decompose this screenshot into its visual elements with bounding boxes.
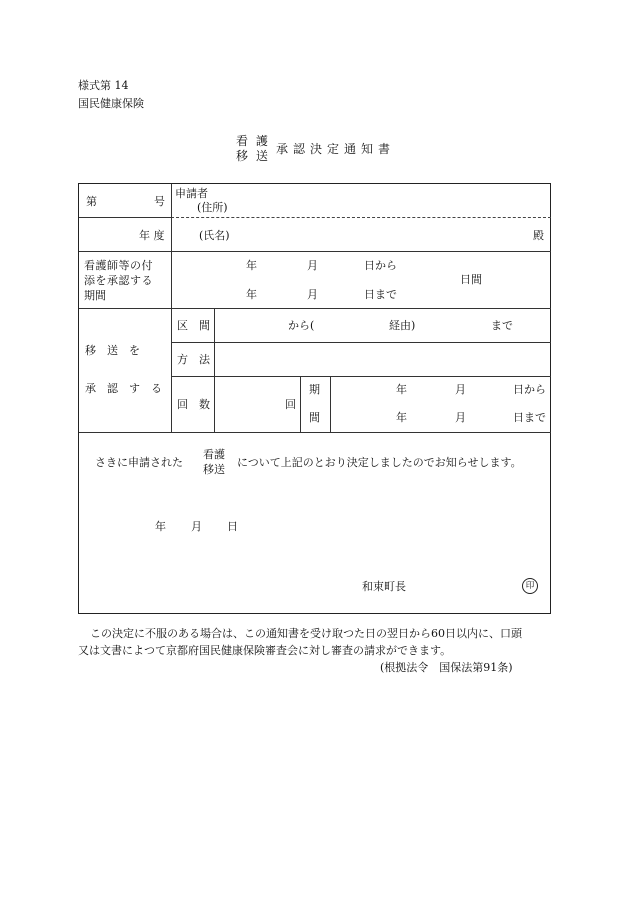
- row-divider: [171, 376, 551, 377]
- row-divider: [79, 432, 551, 433]
- nursing-period-label-2: 添を承認する: [84, 274, 153, 287]
- form-number: 様式第 14: [78, 79, 129, 92]
- end-month: 月: [307, 288, 318, 301]
- notice-text: について上記のとおり決定しましたのでお知らせします。: [237, 456, 522, 469]
- period-label-divider: [330, 376, 331, 432]
- form-category: 国民健康保険: [78, 97, 144, 110]
- end-day: 日まで: [364, 288, 397, 301]
- nursing-period-label-1: 看護師等の付: [84, 259, 153, 272]
- transport-end-year: 年: [396, 411, 407, 424]
- period-label-bottom: 間: [309, 411, 320, 424]
- start-day: 日から: [364, 259, 397, 272]
- appeal-notice-line-1: この決定に不服のある場合は、この通知書を受け取つた日の翌日から60日以内に、口頭: [90, 627, 522, 640]
- count-unit: 回: [285, 398, 296, 411]
- address-label: (住所): [197, 201, 228, 214]
- issue-day: 日: [227, 520, 238, 533]
- transport-end-day: 日まで: [513, 411, 546, 424]
- issue-month: 月: [191, 520, 202, 533]
- row-divider: [79, 217, 171, 218]
- notification-form: [78, 183, 551, 614]
- name-label: (氏名): [199, 229, 230, 242]
- legal-basis: (根拠法令 国保法第91条): [380, 661, 513, 674]
- address-name-divider: [171, 217, 551, 218]
- row-divider: [79, 251, 551, 252]
- period-label-top: 期: [309, 383, 320, 396]
- title-kind-transport: 移 送: [236, 149, 270, 163]
- count-label: 回 数: [177, 398, 210, 411]
- issuer-name: 和束町長: [362, 580, 406, 593]
- document-title: 承認決定通知書: [276, 142, 396, 156]
- method-label: 方 法: [177, 353, 210, 366]
- count-period-divider: [300, 376, 301, 432]
- transport-approve-label-1: 移 送 を: [85, 344, 140, 357]
- transport-start-month: 月: [455, 383, 466, 396]
- notice-kind-transport: 移送: [203, 463, 225, 476]
- fiscal-year-label: 年 度: [139, 229, 165, 242]
- label-column-divider: [171, 184, 172, 432]
- number-label-last: 号: [154, 195, 165, 208]
- row-divider: [171, 342, 551, 343]
- transport-start-day: 日から: [513, 383, 546, 396]
- start-year: 年: [246, 259, 257, 272]
- applicant-label: 申請者: [175, 187, 208, 200]
- section-label: 区 間: [177, 319, 210, 332]
- nursing-period-label-3: 期間: [84, 289, 106, 302]
- section-via: 経由): [389, 319, 416, 332]
- transport-start-year: 年: [396, 383, 407, 396]
- row-divider: [79, 308, 551, 309]
- notice-kind-nursing: 看護: [203, 448, 225, 461]
- start-month: 月: [307, 259, 318, 272]
- transport-end-month: 月: [455, 411, 466, 424]
- transport-approve-label-2: 承 認 す る: [85, 382, 162, 395]
- seal-mark: 印: [522, 578, 538, 594]
- notice-lead: さきに申請された: [95, 456, 183, 469]
- issue-year: 年: [155, 520, 166, 533]
- sub-label-divider: [214, 308, 215, 432]
- appeal-notice-line-2: 又は文書によつて京都府国民健康保険審査会に対し審査の請求ができます。: [78, 644, 452, 657]
- honorific: 殿: [533, 229, 544, 242]
- end-year: 年: [246, 288, 257, 301]
- days-count: 日間: [460, 273, 482, 286]
- title-kind-nursing: 看 護: [236, 134, 270, 148]
- section-from: から(: [288, 319, 315, 332]
- number-label-first: 第: [86, 195, 97, 208]
- section-to: まで: [491, 319, 513, 332]
